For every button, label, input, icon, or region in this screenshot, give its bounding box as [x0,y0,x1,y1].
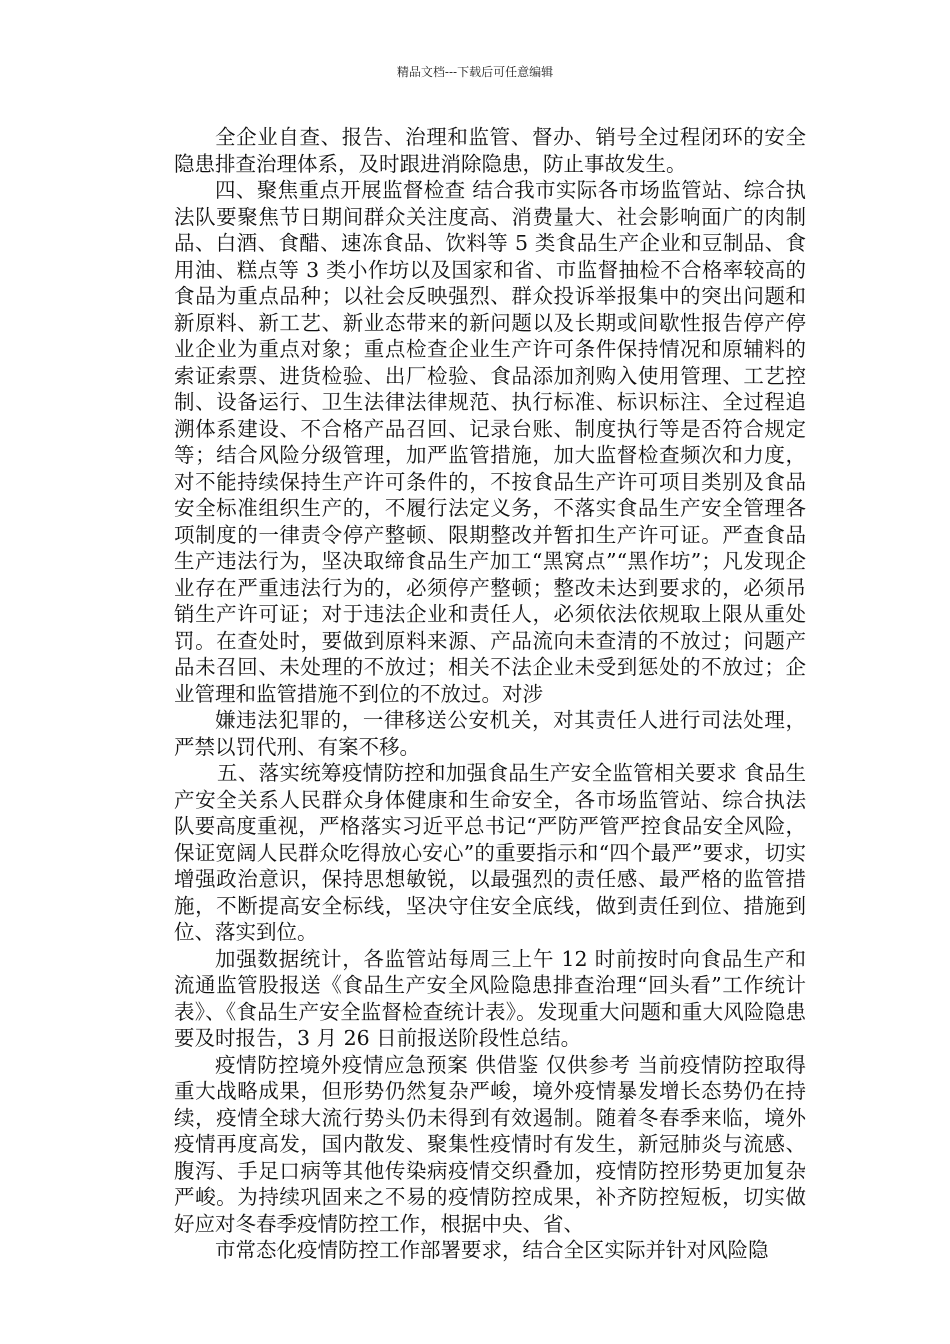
paragraph-5: 加强数据统计，各监管站每周三上午 12 时前按时向食品生产和流通监管股报送《食品生产安全风险隐患排查治理“回头看”工作统计表》、《食品生产安全监督检查统计表》。发现重大问题和重大风险隐患要及时报告，3 月 26 日前报送阶段性总结。 [174,946,806,1050]
paragraph-7: 市常态化疫情防控工作部署要求，结合全区实际并针对风险隐 [215,1238,769,1262]
paragraph-3: 嫌违法犯罪的，一律移送公安机关，对其责任人进行司法处理，严禁以罚代刑、有案不移。 [174,708,806,759]
document-body [174,124,806,1264]
paragraph-6: 疫情防控境外疫情应急预案 供借鉴 仅供参考 当前疫情防控取得重大战略成果，但形势仍然复杂严峻，境外疫情暴发增长态势仍在持续，疫情全球大流行势头仍未得到有效遏制。随着冬春季来临，境外疫情再度高发，国内散发、聚集性疫情时有发生，新冠肺炎与流感、腹泻、手足口病等其他传染病疫情交织叠加，疫情防控形势更加复杂严峻。为持续巩固来之不易的疫情防控成果，补齐防控短板，切实做好应对冬春季疫情防控工作，根据中央、省、 [174,1052,806,1236]
page-header: 精品文档---下载后可任意编辑 [396,65,554,79]
paragraph-2: 四、聚焦重点开展监督检查 结合我市实际各市场监管站、综合执法队要聚焦节日期间群众关注度高、消费量大、社会影响面广的肉制品、白酒、食醋、速冻食品、饮料等 5 类食品生产企业和豆制品、食用油、糕点等 3 类小作坊以及国家和省、市监督抽检不合格率较高的食品为重点品种；以社会反映强烈、群众投诉举报集中的突出问题和新原料、新工艺、新业态带来的新问题以及长期或间歇性报告停产停业企业为重点对象；重点检查企业生产许可条件保持情况和原辅料的索证索票、进货检验、出厂检验、食品添加剂购入使用管理、工艺控制、设备运行、卫生法律法律规范、执行标准、标识标注、全过程追溯体系建设、不合格产品召回、记录台账、制度执行等是否符合规定等；结合风险分级管理，加严监管措施，加大监督检查频次和力度，对不能持续保持生产许可条件的，不按食品生产许可项目类别及食品安全标准组织生产的，不履行法定义务，不落实食品生产安全管理各项制度的一律责令停产整顿、限期整改并暂扣生产许可证。严查食品生产违法行为，坚决取缔食品生产加工“黑窝点”“黑作坊”；凡发现企业存在严重违法行为的，必须停产整顿；整改未达到要求的，必须吊销生产许可证；对于违法企业和责任人，必须依法依规取上限从重处罚。在查处时，要做到原料来源、产品流向未查清的不放过；问题产品未召回、未处理的不放过；相关不法企业未受到惩处的不放过；企业管理和监管措施不到位的不放过。对涉 [174,178,806,706]
paragraph-4: 五、落实统筹疫情防控和加强食品生产安全监管相关要求 食品生产安全关系人民群众身体健康和生命安全，各市场监管站、综合执法队要高度重视，严格落实习近平总书记“严防严管严控食品安全风险，保证宽阔人民群众吃得放心安心”的重要指示和“四个最严”要求，切实增强政治意识，保持思想敏锐，以最强烈的责任感、最严格的监管措施，不断提高安全标线，坚决守住安全底线，做到责任到位、措施到位、落实到位。 [174,761,806,944]
paragraph-1: 全企业自查、报告、治理和监管、督办、销号全过程闭环的安全隐患排查治理体系，及时跟进消除隐患，防止事故发生。 [174,125,806,176]
